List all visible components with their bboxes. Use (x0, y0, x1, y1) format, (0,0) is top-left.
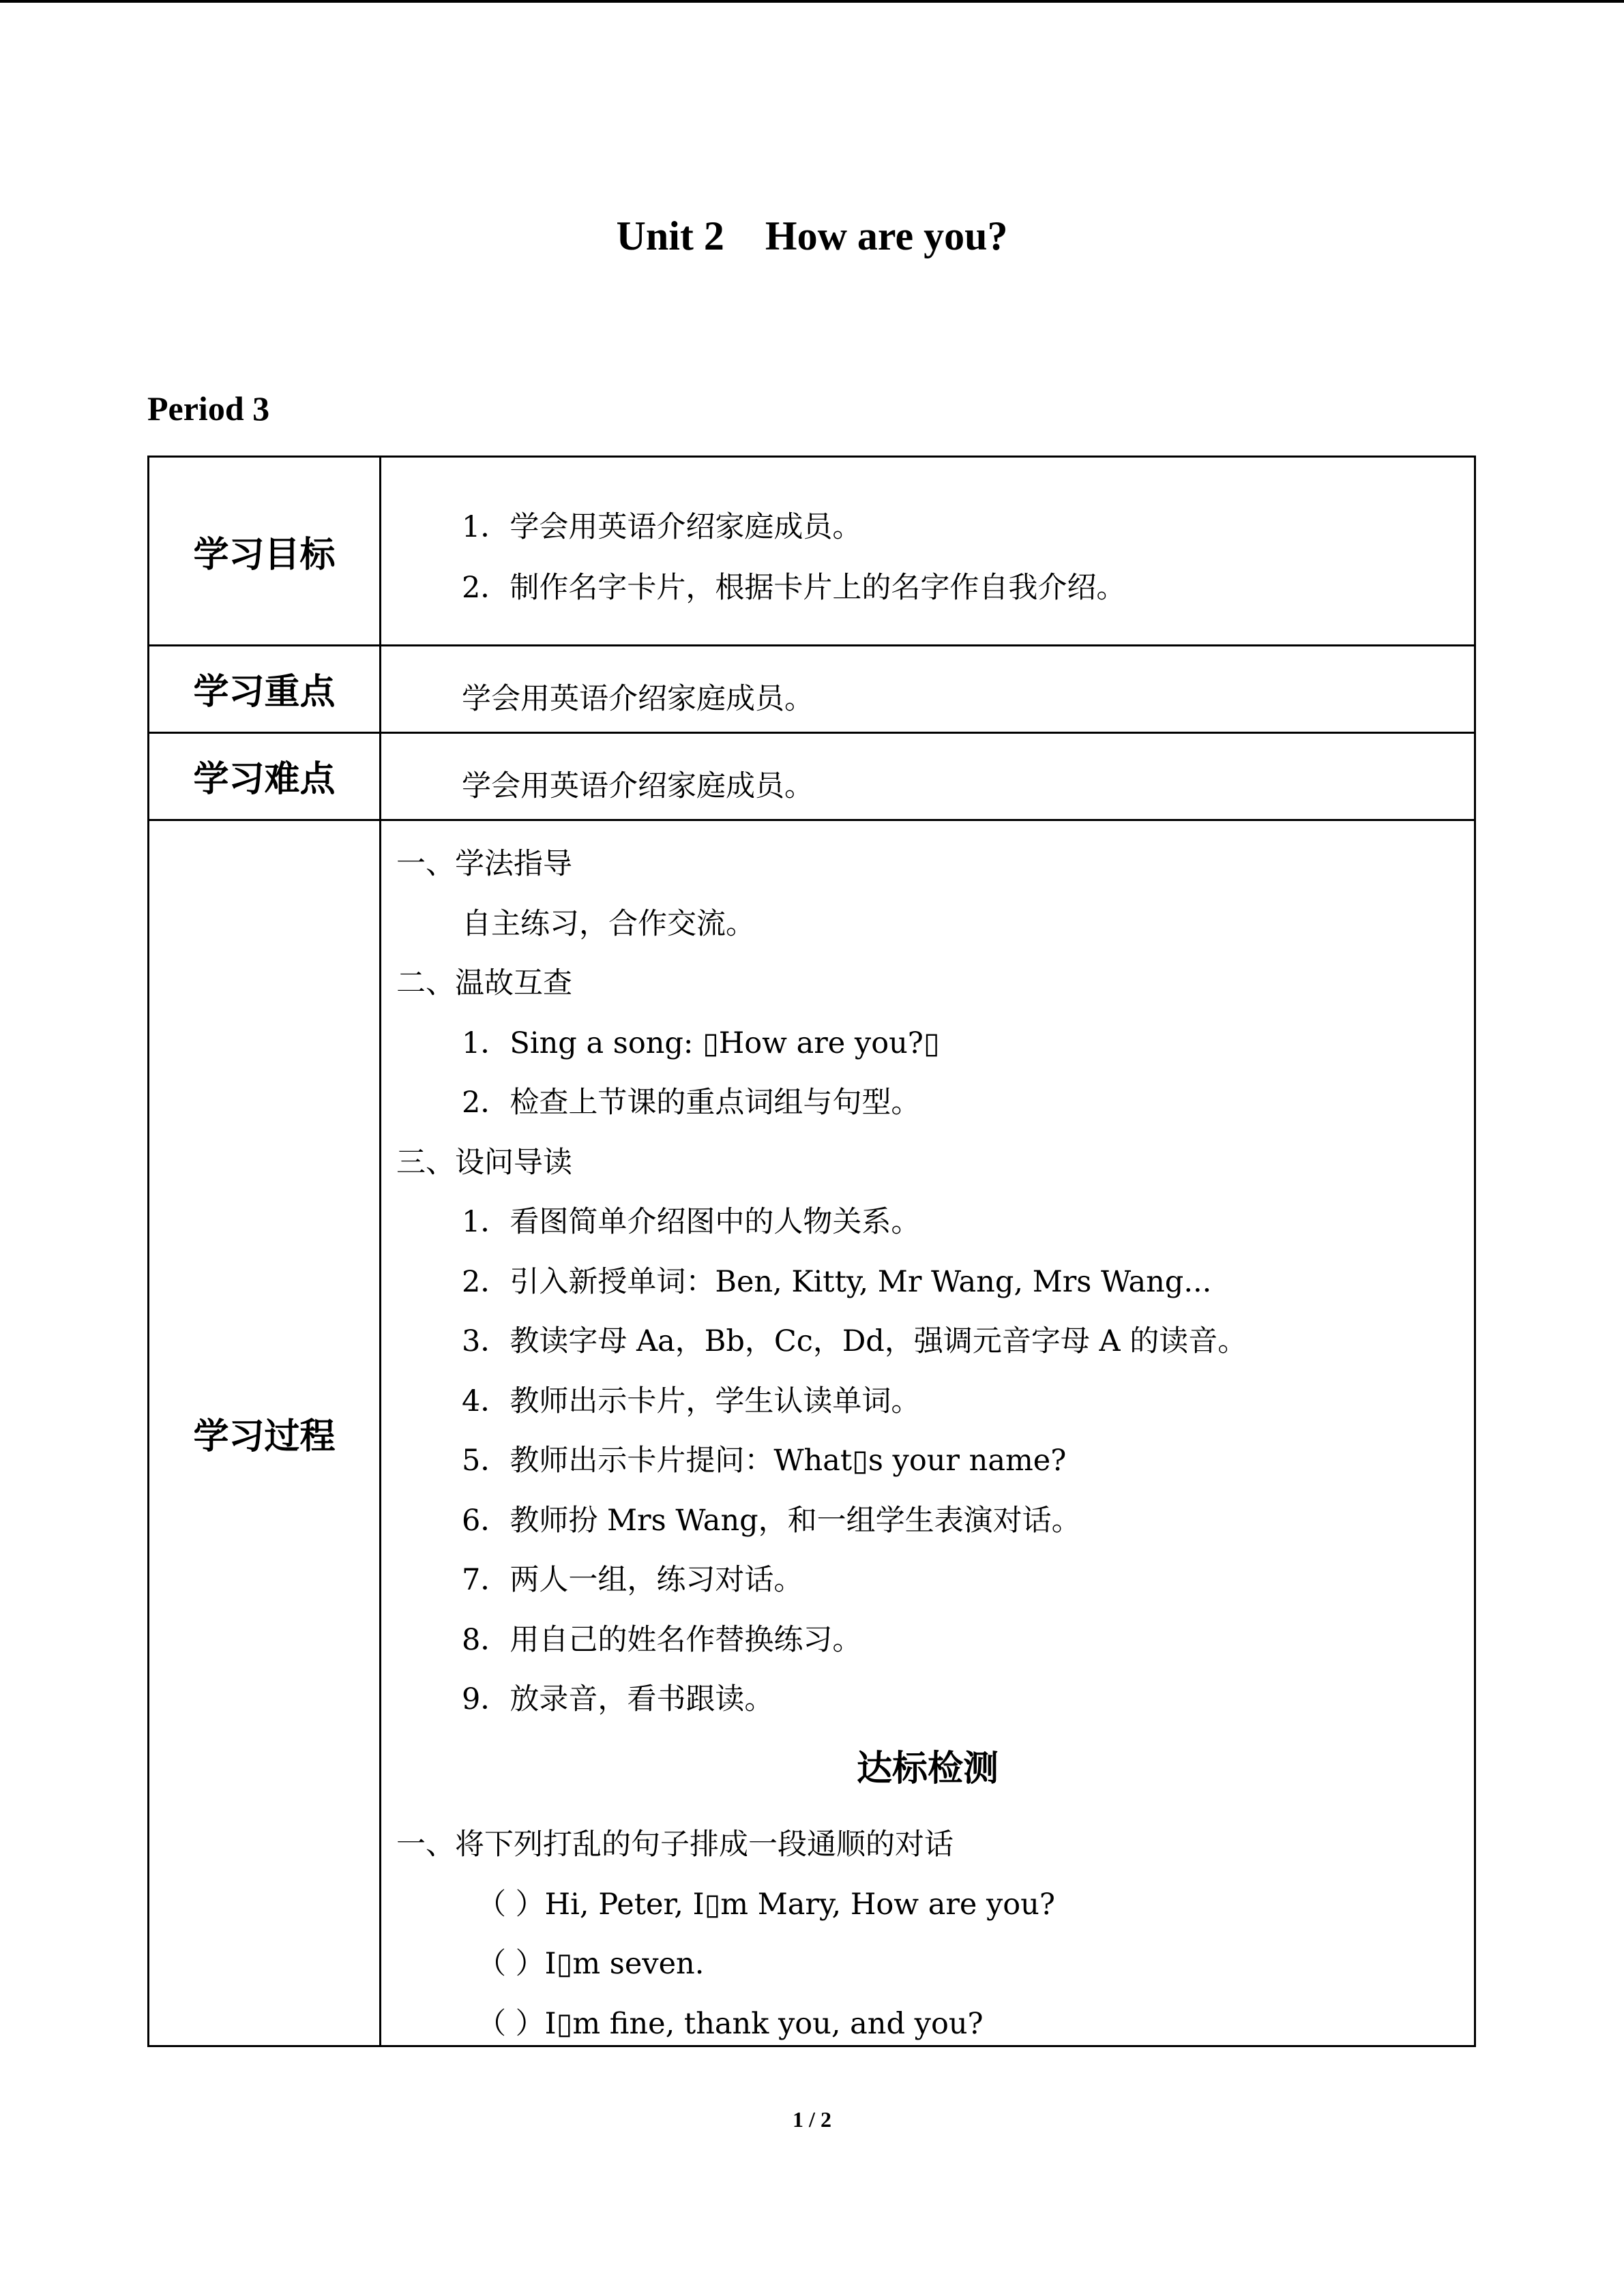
goal-item: 1．学会用英语介绍家庭成员。 (462, 510, 862, 544)
section-heading: 三、设问导读 (396, 1146, 572, 1180)
page-number: 1 / 2 (793, 2107, 831, 2132)
exercise-item: （ ）I▯m seven. (477, 1947, 705, 1981)
document-title: Unit 2 How are you? (616, 213, 1008, 258)
column-divider (379, 458, 381, 2045)
review-item: 2．检查上节课的重点词组与句型。 (462, 1086, 921, 1120)
guide-item: 5．教师出示卡片提问：What▯s your name? (462, 1444, 1067, 1478)
label-goals: 学习目标 (193, 534, 336, 576)
exercise-heading: 一、将下列打乱的句子排成一段通顺的对话 (396, 1828, 954, 1862)
guide-item: 9．放录音，看书跟读。 (462, 1682, 774, 1716)
period-label: Period 3 (147, 389, 270, 428)
guide-item: 3．教读字母 Aa，Bb，Cc，Dd，强调元音字母 A 的读音。 (462, 1324, 1247, 1358)
section-heading: 一、学法指导 (396, 847, 572, 881)
exercise-item: （ ）I▯m fine, thank you, and you? (477, 2007, 984, 2041)
section-text: 自主练习，合作交流。 (462, 907, 755, 941)
guide-item: 6．教师扮 Mrs Wang，和一组学生表演对话。 (462, 1504, 1081, 1538)
goal-item: 2．制作名字卡片，根据卡片上的名字作自我介绍。 (462, 571, 1126, 605)
difficulty-text: 学会用英语介绍家庭成员。 (462, 769, 814, 803)
guide-item: 4．教师出示卡片，学生认读单词。 (462, 1384, 921, 1418)
exercise-item: （ ）Hi, Peter, I▯m Mary, How are you? (477, 1888, 1055, 1922)
guide-item: 8．用自己的姓名作替换练习。 (462, 1623, 862, 1657)
page-top-border (0, 0, 1624, 3)
guide-item: 7．两人一组，练习对话。 (462, 1563, 803, 1597)
guide-item: 2．引入新授单词：Ben, Kitty, Mr Wang, Mrs Wang... (462, 1265, 1212, 1299)
section-heading: 二、温故互查 (396, 966, 572, 1000)
lesson-table (147, 456, 1476, 2047)
review-item: 1．Sing a song: ▯How are you?▯ (462, 1026, 940, 1060)
label-process: 学习过程 (193, 1416, 336, 1457)
focus-text: 学会用英语介绍家庭成员。 (462, 682, 814, 716)
label-difficulty: 学习难点 (193, 758, 336, 800)
label-focus: 学习重点 (193, 671, 336, 713)
test-heading: 达标检测 (856, 1748, 999, 1789)
guide-item: 1．看图简单介绍图中的人物关系。 (462, 1205, 921, 1239)
